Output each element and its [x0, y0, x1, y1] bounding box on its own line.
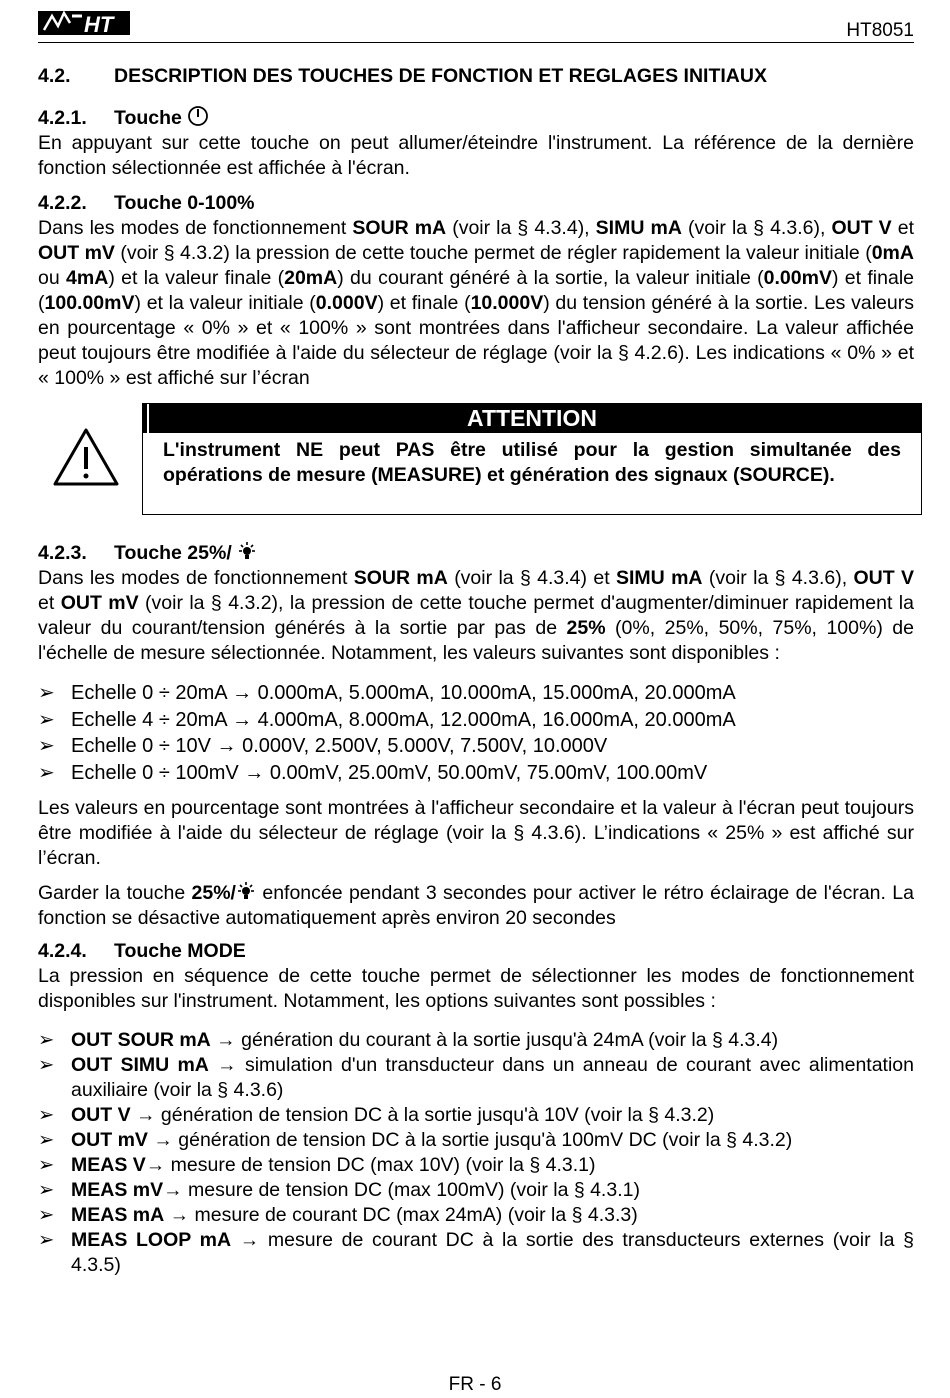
logo-text: HT [84, 12, 114, 37]
list-item: ➢ OUT SOUR mA → génération du courant à la sortie jusqu'à 24mA (voir la § 4.3.4) [38, 1029, 779, 1051]
heading-4-2-1 [38, 105, 914, 131]
page-header [38, 6, 914, 43]
heading-title: Touche 0-100% [114, 192, 255, 214]
list-item: ➢ Echelle 4 ÷ 20mA → 4.000mA, 8.000mA, 12.000mA, 16.000mA, 20.000mA [38, 708, 736, 731]
backlight-icon [237, 542, 257, 562]
heading-title: Touche [114, 107, 182, 129]
heading-number: 4.2.4. [38, 940, 87, 962]
list-item: ➢ Echelle 0 ÷ 100mV → 0.00mV, 25.00mV, 50.00mV, 75.00mV, 100.00mV [38, 761, 708, 784]
attention-text: L'instrument NE peut PAS être utilisé pour la gestion simultanée des opérations de mesure (MEASURE) et génération des signaux (SOURCE). [163, 439, 901, 486]
list-item: ➢ OUT SIMU mA → simulation d'un transducteur dans un anneau de courant avec alimentation auxiliaire (voir la § 4.3.6) [38, 1054, 914, 1101]
power-icon [187, 105, 209, 127]
heading-number: 4.2.3. [38, 542, 87, 564]
list-item: ➢ Echelle 0 ÷ 10V → 0.000V, 2.500V, 5.000V, 7.500V, 10.000V [38, 735, 608, 757]
section-heading [38, 64, 914, 89]
list-item: ➢ MEAS V→ mesure de tension DC (max 10V) (voir la § 4.3.1) [38, 1154, 596, 1176]
attention-box [142, 403, 922, 515]
heading-4-2-2 [38, 191, 914, 216]
list-item: ➢ MEAS mV→ mesure de tension DC (max 100mV) (voir la § 4.3.1) [38, 1179, 640, 1201]
warning-triangle-icon [52, 427, 120, 487]
paragraph-4-2-2: Dans les modes de fonctionnement SOUR mA (voir la § 4.3.4), SIMU mA (voir la § 4.3.6), OUT V et OUT mV (voir § 4.3.2) la pression de cette touche permet de régler rapidement la valeur initiale (0mA ou 4mA) et la valeur finale (20mA) du courant généré à la sortie, la valeur initiale (0.00mV) et finale (100.00mV) et la valeur initiale (0.000V) et finale (10.000V) du tension généré à la sortie. Les valeurs en pourcentage « 0% » et « 100% » sont montrées dans l'afficheur secondaire. La valeur affichée peut toujours être modifiée à l'aide du sélecteur de réglage (voir la § 4.2.6). Les indications « 0% » et « 100% » est affiché sur l’écran [38, 217, 914, 389]
ht-logo [38, 8, 130, 38]
list-item: ➢ MEAS LOOP mA → mesure de courant DC à la sortie des transducteurs externes (voir la § 4.3.5) [38, 1229, 914, 1276]
page-content [38, 64, 914, 1278]
model-name: HT8051 [846, 20, 914, 41]
attention-title: ATTENTION [143, 404, 921, 433]
backlight-icon [236, 882, 256, 902]
heading-number: 4.2.1. [38, 107, 87, 129]
scale-list [38, 680, 914, 786]
paragraph-4-2-4: La pression en séquence de cette touche permet de sélectionner les modes de fonctionnement disponibles sur l'instrument. Notamment, les options suivantes sont possibles : [38, 965, 914, 1012]
heading-title: Touche 25%/ [114, 542, 232, 564]
heading-4-2-4 [38, 939, 914, 964]
paragraph-4-2-3-percent: Les valeurs en pourcentage sont montrées à l'afficheur secondaire et la valeur à l'écran peut toujours être modifiée à l'aide du sélecteur de réglage (voir la § 4.3.6). L’indications « 25% » est affiché sur l’écran. [38, 797, 914, 869]
heading-title: Touche MODE [114, 940, 246, 962]
attention-notice [38, 403, 914, 531]
section-number: 4.2. [38, 65, 71, 87]
heading-4-2-3 [38, 541, 914, 566]
heading-number: 4.2.2. [38, 192, 87, 214]
list-item: ➢ OUT V → génération de tension DC à la sortie jusqu'à 10V (voir la § 4.3.2) [38, 1104, 715, 1126]
mode-list [38, 1028, 914, 1278]
page-number: FR - 6 [448, 1374, 502, 1395]
paragraph-4-2-3: Dans les modes de fonctionnement SOUR mA (voir la § 4.3.4) et SIMU mA (voir la § 4.3.6), OUT V et OUT mV (voir la § 4.3.2), la pression de cette touche permet d'augmenter/diminuer rapidement la valeur du courant/tension générés à la sortie par pas de 25% (0%, 25%, 50%, 75%, 100%) de l'échelle de mesure sélectionnée. Notamment, les valeurs suivantes sont disponibles : [38, 567, 914, 664]
paragraph-4-2-1: En appuyant sur cette touche on peut allumer/éteindre l'instrument. La référence de la dernière fonction sélectionnée est affichée à l'écran. [38, 132, 914, 179]
list-item: ➢ Echelle 0 ÷ 20mA → 0.000mA, 5.000mA, 10.000mA, 15.000mA, 20.000mA [38, 682, 736, 704]
list-item: ➢ MEAS mA → mesure de courant DC (max 24mA) (voir la § 4.3.3) [38, 1204, 638, 1226]
paragraph-4-2-3-backlight: Garder la touche 25%/ enfoncée pendant 3 secondes pour activer le rétro éclairage de l'écran. La fonction se désactive automatiquement après environ 20 secondes [38, 882, 914, 929]
list-item: ➢ OUT mV → génération de tension DC à la sortie jusqu'à 100mV DC (voir la § 4.3.2) [38, 1129, 793, 1151]
section-title: DESCRIPTION DES TOUCHES DE FONCTION ET REGLAGES INITIAUX [114, 65, 767, 87]
